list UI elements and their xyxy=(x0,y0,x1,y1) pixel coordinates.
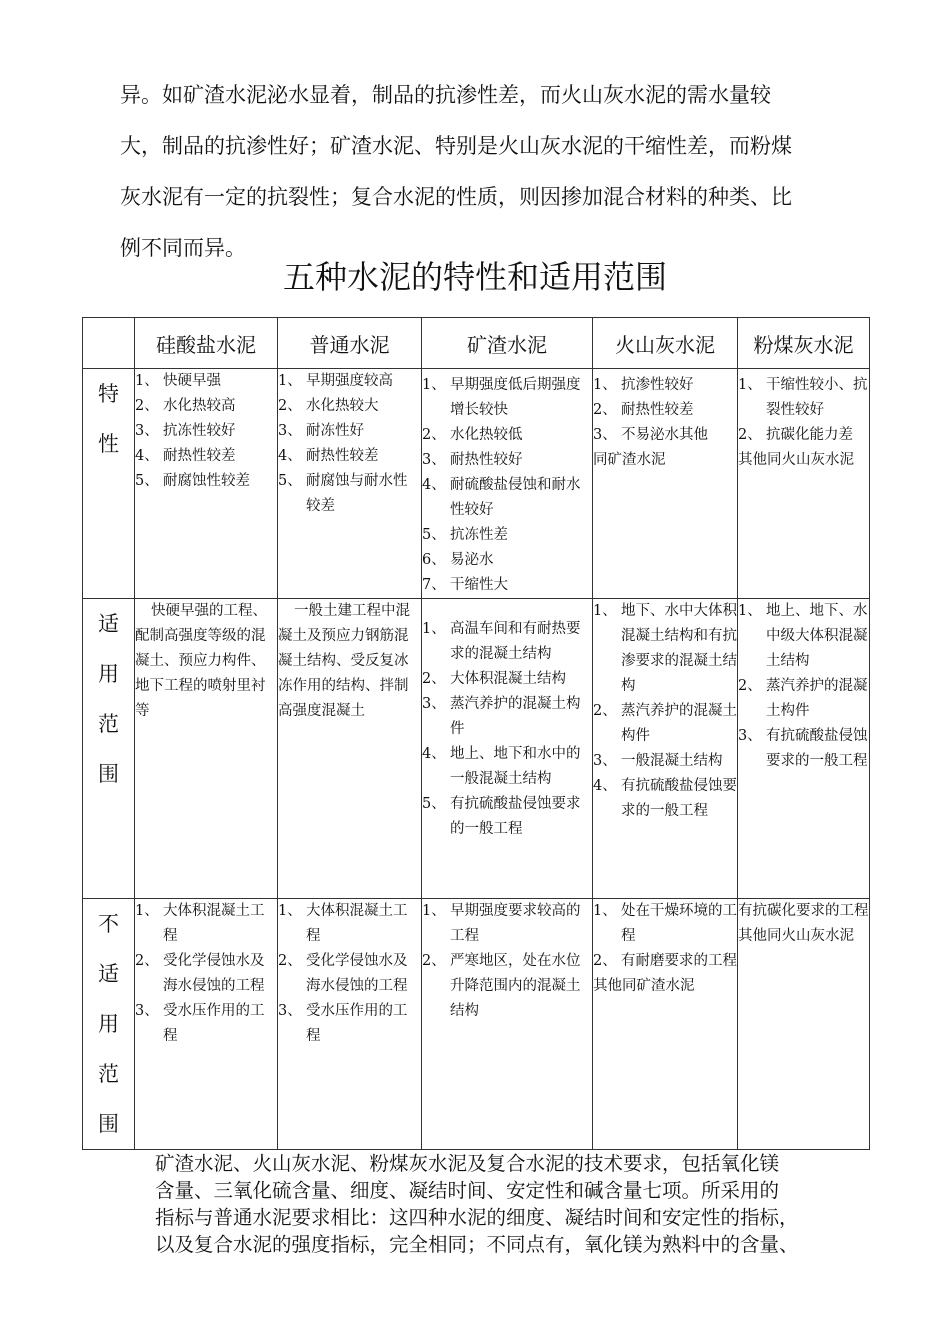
item-text: 早期强度低后期强度增长较快 xyxy=(450,377,581,418)
item-number: 3、 xyxy=(135,423,159,439)
cell-list-item xyxy=(593,699,737,749)
item-text: 大体积混凝土工程 xyxy=(306,903,408,944)
cell-list-item xyxy=(422,949,592,1024)
cell-list xyxy=(278,369,421,519)
cell-list-item xyxy=(135,444,277,469)
cell-list-item xyxy=(278,899,421,949)
cell-list xyxy=(422,899,592,1024)
item-text: 抗冻性较好 xyxy=(163,423,236,439)
cell-list-item xyxy=(422,548,592,573)
item-number: 7、 xyxy=(422,577,446,593)
item-number: 1、 xyxy=(593,603,617,619)
item-number: 1、 xyxy=(278,903,302,919)
table-cell xyxy=(422,599,593,899)
row-label-char: 用 xyxy=(98,662,119,686)
table-cell xyxy=(738,599,870,899)
item-text: 蒸汽养护的混凝土构件 xyxy=(621,703,737,744)
header-corner xyxy=(83,318,135,369)
item-text: 快硬早强 xyxy=(163,373,221,389)
item-number: 1、 xyxy=(593,903,617,919)
cell-list-item xyxy=(422,617,592,667)
item-text: 受化学侵蚀水及海水侵蚀的工程 xyxy=(306,953,408,994)
item-number: 2、 xyxy=(422,427,446,443)
item-number: 2、 xyxy=(422,671,446,687)
outro-line: 指标与普通水泥要求相比：这四种水泥的细度、凝结时间和安定性的指标， xyxy=(155,1206,799,1229)
table-title: 五种水泥的特性和适用范围 xyxy=(282,258,667,296)
item-number: 4、 xyxy=(422,746,446,762)
item-text: 处在干燥环境的工程 xyxy=(621,903,737,944)
item-number: 1、 xyxy=(593,377,617,393)
item-text: 易泌水 xyxy=(450,552,494,568)
cell-list-item xyxy=(422,448,592,473)
cell-list-item xyxy=(135,394,277,419)
item-text: 严寒地区，处在水位升降范围内的混凝土结构 xyxy=(450,953,581,1019)
header-flyash-cement: 粉煤灰水泥 xyxy=(738,318,870,369)
cell-list-item xyxy=(278,469,421,519)
item-text: 有抗硫酸盐侵蚀要求的一般工程 xyxy=(621,778,737,819)
table-cell xyxy=(135,899,278,1150)
header-ordinary-cement: 普通水泥 xyxy=(278,318,422,369)
item-text: 水化热较大 xyxy=(306,398,379,414)
item-text: 受水压作用的工程 xyxy=(306,1003,408,1044)
cell-list-item xyxy=(422,373,592,423)
cell-list-item xyxy=(278,394,421,419)
cell-list-item xyxy=(278,444,421,469)
item-text: 耐热性较差 xyxy=(163,448,236,464)
cell-list-item xyxy=(738,724,869,774)
header-silicate-cement: 硅酸盐水泥 xyxy=(135,318,278,369)
intro-line: 大，制品的抗渗性好；矿渣水泥、特别是火山灰水泥的干缩性差，而粉煤 xyxy=(120,134,792,158)
item-number: 3、 xyxy=(422,452,446,468)
table-cell xyxy=(593,369,738,599)
item-text: 抗冻性差 xyxy=(450,527,508,543)
row-properties xyxy=(83,369,870,599)
item-number: 5、 xyxy=(135,473,159,489)
item-text: 水化热较高 xyxy=(163,398,236,414)
outro-paragraph xyxy=(155,1150,885,1258)
cell-note: 其他同矿渣水泥 xyxy=(593,978,695,994)
cell-list-item xyxy=(135,419,277,444)
outro-line: 以及复合水泥的强度指标，完全相同；不同点有，氧化镁为熟料中的含量、 xyxy=(155,1233,799,1256)
cement-comparison-table xyxy=(82,317,870,1150)
row-label xyxy=(83,369,135,599)
row-label-char: 适 xyxy=(98,962,119,986)
cell-note: 同矿渣水泥 xyxy=(593,452,666,468)
intro-paragraph xyxy=(120,70,860,274)
item-text: 耐冻性好 xyxy=(306,423,364,439)
cell-list-item xyxy=(422,473,592,523)
cell-list-item xyxy=(593,749,737,774)
item-text: 早期强度较高 xyxy=(306,373,393,389)
cell-note: 其他同火山灰水泥 xyxy=(738,928,854,944)
cell-note: 有抗碳化要求的工程 xyxy=(738,903,869,919)
item-number: 1、 xyxy=(422,377,446,393)
cell-list-item xyxy=(593,398,737,423)
cell-list-item xyxy=(278,949,421,999)
table-cell xyxy=(422,369,593,599)
cell-list-item xyxy=(135,999,277,1049)
cell-list-item xyxy=(135,949,277,999)
intro-line: 灰水泥有一定的抗裂性；复合水泥的性质，则因掺加混合材料的种类、比 xyxy=(120,185,792,209)
item-text: 耐腐蚀与耐水性较差 xyxy=(306,473,408,514)
row-label-char: 适 xyxy=(98,612,119,636)
item-text: 不易泌水其他 xyxy=(621,427,708,443)
row-label-char: 围 xyxy=(98,762,119,786)
row-not-applicable-scope xyxy=(83,899,870,1150)
cell-list xyxy=(593,899,737,974)
cell-list xyxy=(278,899,421,1049)
item-text: 干缩性大 xyxy=(450,577,508,593)
row-applicable-scope xyxy=(83,599,870,899)
item-text: 耐热性较好 xyxy=(450,452,523,468)
row-label-char: 特 xyxy=(98,382,119,406)
table-cell xyxy=(422,899,593,1150)
cell-list-item xyxy=(135,899,277,949)
cell-list-item xyxy=(135,369,277,394)
cell-note: 快硬早强的工程、配制高强度等级的混凝土、预应力构件、地下工程的喷射里衬等 xyxy=(135,603,267,719)
item-number: 5、 xyxy=(422,527,446,543)
cell-list-item xyxy=(422,423,592,448)
cell-list-item xyxy=(278,419,421,444)
cell-list-item xyxy=(738,423,869,448)
item-number: 2、 xyxy=(738,427,762,443)
table-cell xyxy=(278,899,422,1150)
cell-list-item xyxy=(593,423,737,448)
row-label-char: 性 xyxy=(98,432,119,456)
item-number: 4、 xyxy=(278,448,302,464)
item-text: 地上、地下、水中级大体积混凝土结构 xyxy=(766,603,868,669)
item-text: 一般混凝土结构 xyxy=(621,753,723,769)
table-cell xyxy=(135,369,278,599)
item-text: 耐腐蚀性较差 xyxy=(163,473,250,489)
table-cell xyxy=(135,599,278,899)
cell-list-item xyxy=(422,792,592,842)
item-number: 2、 xyxy=(593,703,617,719)
cell-list xyxy=(738,599,869,774)
intro-line: 异。如矿渣水泥泌水显着，制品的抗渗性差，而火山灰水泥的需水量较 xyxy=(120,83,771,107)
item-number: 4、 xyxy=(135,448,159,464)
item-number: 2、 xyxy=(593,953,617,969)
item-number: 2、 xyxy=(135,398,159,414)
row-label-char: 用 xyxy=(98,1012,119,1036)
cell-list-item xyxy=(422,523,592,548)
table-cell xyxy=(278,599,422,899)
item-number: 4、 xyxy=(422,477,446,493)
row-label-char: 不 xyxy=(98,912,119,936)
item-text: 有抗硫酸盐侵蚀要求的一般工程 xyxy=(766,728,868,769)
item-text: 有抗硫酸盐侵蚀要求的一般工程 xyxy=(450,796,581,837)
item-number: 3、 xyxy=(422,696,446,712)
row-label-char: 范 xyxy=(98,712,119,736)
outro-line: 矿渣水泥、火山灰水泥、粉煤灰水泥及复合水泥的技术要求，包括氧化镁 xyxy=(155,1152,780,1175)
cell-list-item xyxy=(422,667,592,692)
row-label-char: 围 xyxy=(98,1112,119,1136)
cell-list-item xyxy=(135,469,277,494)
cell-note: 一般土建工程中混凝土及预应力钢筋混凝土结构、受反复冰冻作用的结构、拌制高强度混凝土 xyxy=(278,603,410,719)
cell-list-item xyxy=(593,774,737,824)
cell-note: 其他同火山灰水泥 xyxy=(738,452,854,468)
cell-list-item xyxy=(278,369,421,394)
cell-list xyxy=(135,899,277,1049)
cell-list-item xyxy=(422,692,592,742)
item-number: 3、 xyxy=(593,753,617,769)
item-text: 干缩性较小、抗裂性较好 xyxy=(766,377,868,418)
item-number: 6、 xyxy=(422,552,446,568)
item-number: 3、 xyxy=(738,728,762,744)
cell-list-item xyxy=(593,599,737,699)
table-cell xyxy=(593,899,738,1150)
item-text: 蒸汽养护的混凝土构件 xyxy=(766,678,868,719)
item-text: 耐热性较差 xyxy=(306,448,379,464)
intro-line: 例不同而异。 xyxy=(120,236,246,260)
cell-list xyxy=(135,369,277,494)
item-number: 2、 xyxy=(278,953,302,969)
item-text: 抗碳化能力差 xyxy=(766,427,853,443)
item-number: 2、 xyxy=(135,953,159,969)
header-slag-cement: 矿渣水泥 xyxy=(422,318,593,369)
item-number: 5、 xyxy=(422,796,446,812)
item-text: 有耐磨要求的工程 xyxy=(621,953,737,969)
item-number: 1、 xyxy=(738,603,762,619)
table-header-row xyxy=(83,318,870,369)
outro-line: 含量、三氧化硫含量、细度、凝结时间、安定性和碱含量七项。所采用的 xyxy=(155,1179,780,1202)
cell-list xyxy=(422,373,592,598)
item-number: 1、 xyxy=(278,373,302,389)
cell-list xyxy=(593,373,737,448)
item-number: 1、 xyxy=(422,621,446,637)
item-number: 2、 xyxy=(278,398,302,414)
item-number: 1、 xyxy=(135,373,159,389)
table-cell xyxy=(738,369,870,599)
item-text: 高温车间和有耐热要求的混凝土结构 xyxy=(450,621,581,662)
item-number: 3、 xyxy=(278,1003,302,1019)
item-text: 蒸汽养护的混凝土构件 xyxy=(450,696,581,737)
table-cell xyxy=(593,599,738,899)
cell-list-item xyxy=(738,599,869,674)
item-number: 4、 xyxy=(593,778,617,794)
item-number: 1、 xyxy=(422,903,446,919)
cell-list-item xyxy=(278,999,421,1049)
cell-list-item xyxy=(422,899,592,949)
item-text: 耐热性较差 xyxy=(621,402,694,418)
item-text: 耐硫酸盐侵蚀和耐水性较好 xyxy=(450,477,581,518)
item-number: 5、 xyxy=(278,473,302,489)
row-label-char: 范 xyxy=(98,1062,119,1086)
item-number: 3、 xyxy=(278,423,302,439)
item-number: 2、 xyxy=(422,953,446,969)
item-text: 地上、地下和水中的一般混凝土结构 xyxy=(450,746,581,787)
header-pozzolan-cement: 火山灰水泥 xyxy=(593,318,738,369)
cell-list xyxy=(593,599,737,824)
item-text: 抗渗性较好 xyxy=(621,377,694,393)
table-cell xyxy=(278,369,422,599)
item-number: 3、 xyxy=(135,1003,159,1019)
cell-list-item xyxy=(593,373,737,398)
cell-list-item xyxy=(738,373,869,423)
cell-list xyxy=(422,617,592,842)
cell-list-item xyxy=(593,949,737,974)
item-text: 地下、水中大体积混凝土结构和有抗渗要求的混凝土结构 xyxy=(621,603,737,694)
item-text: 早期强度要求较高的工程 xyxy=(450,903,581,944)
item-text: 水化热较低 xyxy=(450,427,523,443)
cell-list-item xyxy=(422,742,592,792)
item-text: 大体积混凝土结构 xyxy=(450,671,566,687)
cell-list-item xyxy=(422,573,592,598)
row-label xyxy=(83,599,135,899)
cell-list xyxy=(738,373,869,448)
item-number: 3、 xyxy=(593,427,617,443)
item-number: 2、 xyxy=(593,402,617,418)
row-label xyxy=(83,899,135,1150)
table-cell xyxy=(738,899,870,1150)
item-number: 2、 xyxy=(738,678,762,694)
item-text: 大体积混凝土工程 xyxy=(163,903,265,944)
cell-list-item xyxy=(593,899,737,949)
item-text: 受水压作用的工程 xyxy=(163,1003,265,1044)
cell-list-item xyxy=(738,674,869,724)
item-text: 受化学侵蚀水及海水侵蚀的工程 xyxy=(163,953,265,994)
item-number: 1、 xyxy=(135,903,159,919)
item-number: 1、 xyxy=(738,377,762,393)
